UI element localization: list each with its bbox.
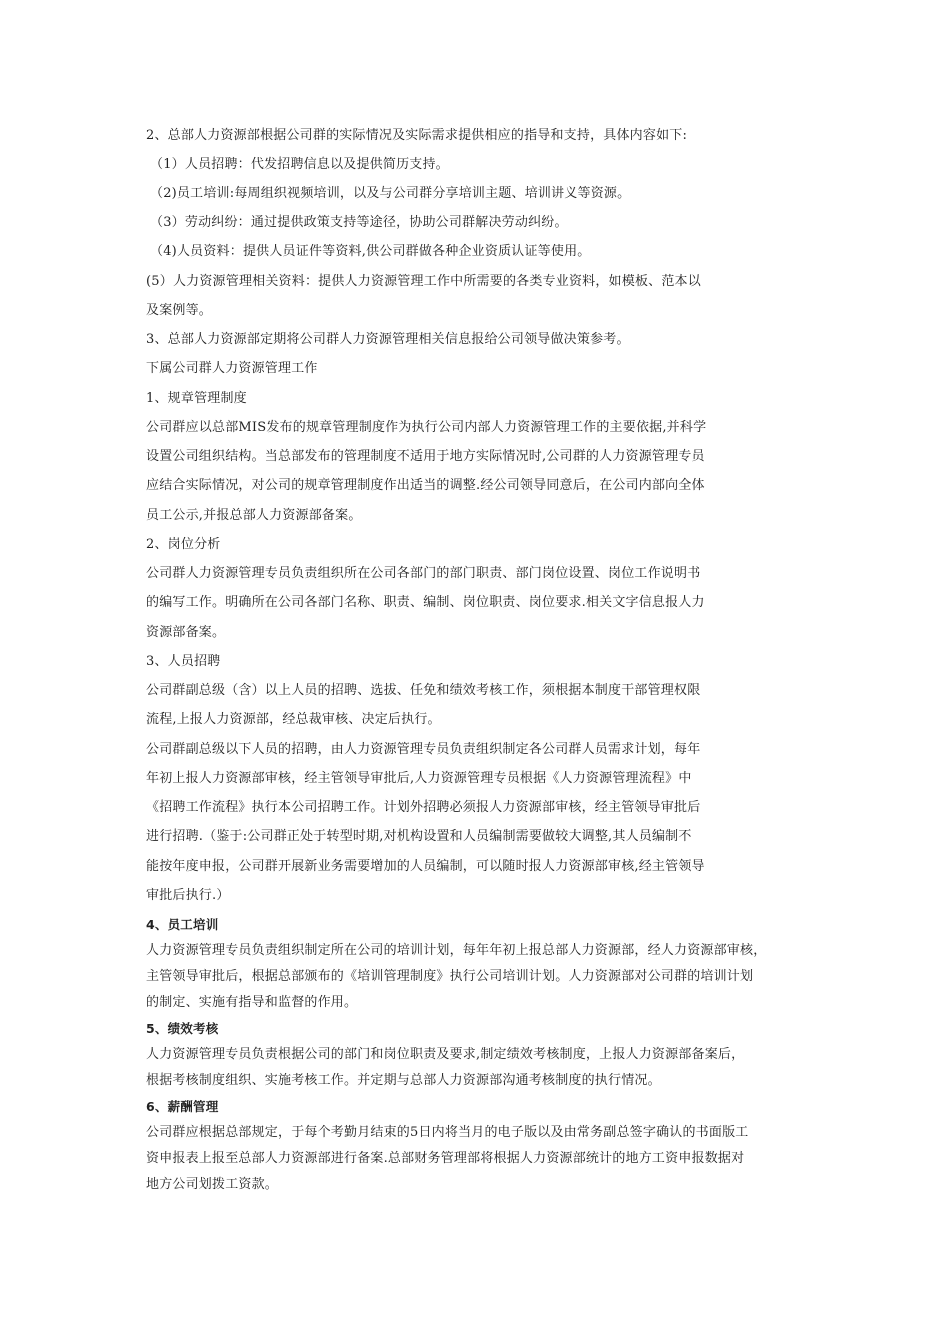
paragraph-line: 资源部备案。	[146, 625, 226, 640]
paragraph-line: 人力资源管理专员负责根据公司的部门和岗位职责及要求,制定绩效考核制度，上报人力资源部备案后，	[146, 1047, 745, 1062]
paragraph-line: 流程,上报人力资源部，经总裁审核、决定后执行。	[146, 712, 441, 727]
paragraph-line: 员工公示,并报总部人力资源部备案。	[146, 508, 362, 523]
section-heading: 6、薪酬管理	[146, 1099, 219, 1114]
paragraph-line: 根据考核制度组织、实施考核工作。并定期与总部人力资源部沟通考核制度的执行情况。	[146, 1073, 661, 1088]
paragraph-line: 人力资源管理专员负责组织制定所在公司的培训计划，每年年初上报总部人力资源部，经人力资源部审核，	[146, 943, 767, 958]
paragraph-line: 公司群应根据总部规定，于每个考勤月结束的5日内将当月的电子版以及由常务副总签字确认的书面版工	[146, 1125, 749, 1140]
section-heading: 4、员工培训	[146, 917, 219, 932]
paragraph-line: 地方公司划拨工资款。	[146, 1177, 279, 1192]
paragraph-line: 的制定、实施有指导和监督的作用。	[146, 995, 358, 1010]
paragraph-line: 年初上报人力资源部审核，经主管领导审批后,人力资源管理专员根据《人力资源管理流程》中	[146, 771, 692, 786]
paragraph-line: 公司群副总级（含）以上人员的招聘、选拔、任免和绩效考核工作，须根据本制度干部管理权限	[146, 683, 701, 698]
paragraph-line: 3、总部人力资源部定期将公司群人力资源管理相关信息报给公司领导做决策参考。	[146, 332, 630, 347]
paragraph-line: 设置公司组织结构。当总部发布的管理制度不适用于地方实际情况时,公司群的人力资源管理专员	[146, 449, 705, 464]
paragraph-line: 及案例等。	[146, 303, 213, 318]
paragraph-line: 审批后执行.）	[146, 888, 230, 903]
paragraph-line: 公司群应以总部MIS发布的规章管理制度作为执行公司内部人力资源管理工作的主要依据,并科学	[146, 420, 707, 435]
paragraph-line: 《招聘工作流程》执行本公司招聘工作。计划外招聘必须报人力资源部审核，经主管领导审批后	[146, 800, 701, 815]
paragraph-line: 公司群人力资源管理专员负责组织所在公司各部门的部门职责、部门岗位设置、岗位工作说明书	[146, 566, 701, 581]
paragraph-line: 公司群副总级以下人员的招聘，由人力资源管理专员负责组织制定各公司群人员需求计划，每年	[146, 742, 701, 757]
paragraph-line: 主管领导审批后，根据总部颁布的《培训管理制度》执行公司培训计划。人力资源部对公司群的培训计划	[146, 969, 754, 984]
paragraph-line: 进行招聘.（鉴于:公司群正处于转型时期,对机构设置和人员编制需要做较大调整,其人员编制不	[146, 829, 692, 844]
paragraph-line: （3）劳动纠纷：通过提供政策支持等途径，协助公司群解决劳动纠纷。	[150, 215, 568, 230]
section-heading: 5、绩效考核	[146, 1021, 219, 1036]
section-heading: 1、规章管理制度	[146, 391, 247, 406]
section-heading: 3、人员招聘	[146, 654, 221, 669]
paragraph-line: （1）人员招聘：代发招聘信息以及提供简历支持。	[150, 157, 449, 172]
section-heading: 下属公司群人力资源管理工作	[146, 361, 318, 376]
section-heading: 2、岗位分析	[146, 537, 221, 552]
paragraph-line: 能按年度申报，公司群开展新业务需要增加的人员编制，可以随时报人力资源部审核,经主管领导	[146, 859, 705, 874]
paragraph-line: 2、总部人力资源部根据公司群的实际情况及实际需求提供相应的指导和支持，具体内容如下:	[146, 128, 688, 143]
paragraph-line: （4)人员资料：提供人员证件等资料,供公司群做各种企业资质认证等使用。	[150, 244, 591, 259]
paragraph-line: (5）人力资源管理相关资料：提供人力资源管理工作中所需要的各类专业资料，如模板、范本以	[146, 274, 701, 289]
paragraph-line: 的编写工作。明确所在公司各部门名称、职责、编制、岗位职责、岗位要求.相关文字信息报人力	[146, 595, 705, 610]
paragraph-line: 应结合实际情况，对公司的规章管理制度作出适当的调整.经公司领导同意后，在公司内部向全体	[146, 478, 705, 493]
paragraph-line: （2)员工培训:每周组织视频培训，以及与公司群分享培训主题、培训讲义等资源。	[150, 186, 631, 201]
paragraph-line: 资申报表上报至总部人力资源部进行备案.总部财务管理部将根据人力资源部统计的地方工资申报数据对	[146, 1151, 745, 1166]
